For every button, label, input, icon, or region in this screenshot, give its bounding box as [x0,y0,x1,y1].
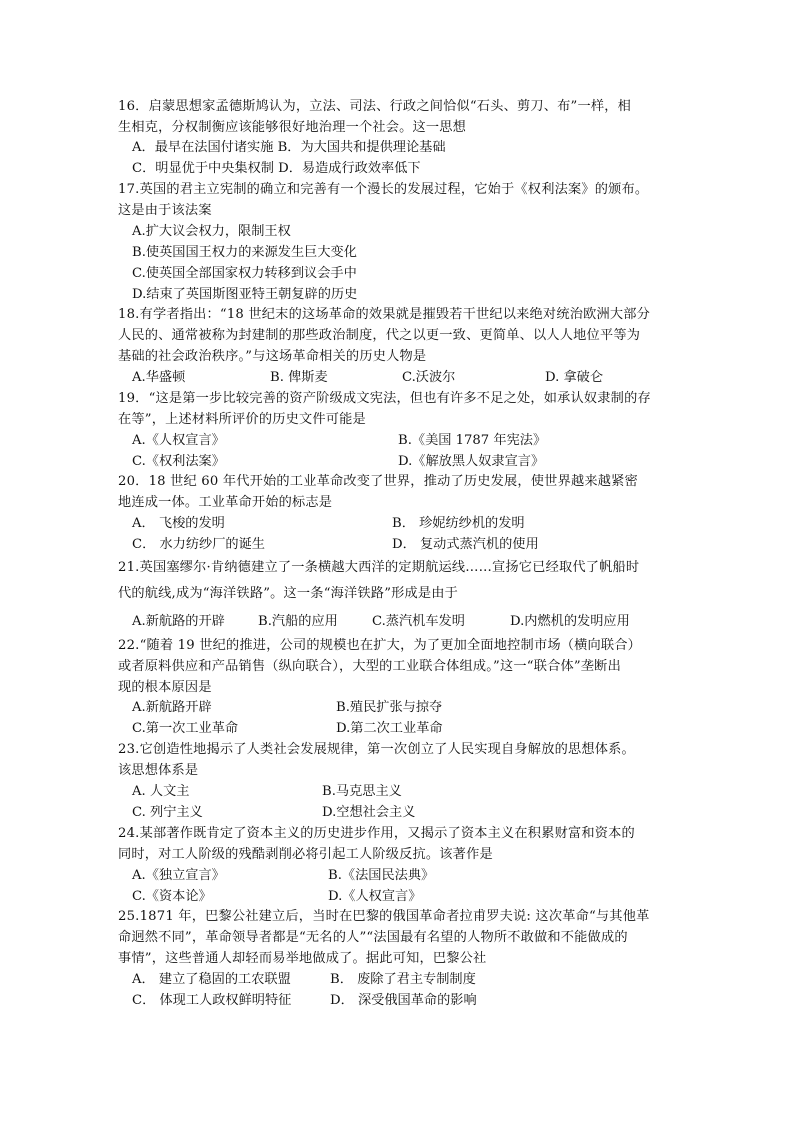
question-stem: 20．18 世纪 60 年代开始的工业革命改变了世界，推动了历史发展，使世界越来越紧密 [118,474,638,489]
option-cd: C．明显优于中央集权制 D．易造成行政效率低下 [132,161,421,176]
option-a: A.华盛顿 [132,370,186,385]
option-d: D.结束了英国斯图亚特王朝复辟的历史 [132,287,358,302]
option-c: C.使英国全部国家权力转移到议会手中 [132,266,357,281]
option-b: B.使英国国王权力的来源发生巨大变化 [132,245,357,260]
option-a: A.扩大议会权力，限制王权 [132,224,291,239]
option-d: D.空想社会主义 [322,805,416,820]
option-d: D.《解放黑人奴隶宣言》 [398,454,545,469]
question-stem: 事情”，这些普通人却轻而易举地做成了。据此可知，巴黎公社 [118,951,487,966]
option-b: B． 珍妮纺纱机的发明 [392,516,525,531]
question-stem: 17.英国的君主立宪制的确立和完善有一个漫长的发展过程，它始于《权利法案》的颁布。 [118,182,649,197]
question-stem: 人民的、通常被称为封建制的那些政治制度，代之以更一致、更简单、以人人地位平等为 [118,328,641,343]
option-a: A． 飞梭的发明 [132,516,225,531]
option-d: D. 拿破仑 [545,370,604,385]
question-stem: 25.1871 年，巴黎公社建立后，当时在巴黎的俄国革命者拉甫罗夫说: 这次革命“与其他革 [118,909,650,924]
question-stem: 生相克，分权制衡应该能够很好地治理一个社会。这一思想 [118,120,467,135]
question-stem: 16．启蒙思想家孟德斯鸠认为，立法、司法、行政之间恰似“石头、剪刀、布”一样，相 [118,99,632,114]
question-stem: 24.某部著作既肯定了资本主义的历史进步作用，又揭示了资本主义在积累财富和资本的 [118,826,635,841]
option-a: A.新航路开辟 [132,700,212,715]
option-b: B.《法国民法典》 [328,868,435,883]
question-stem: 23.它创造性地揭示了人类社会发展规律，第一次创立了人民实现自身解放的思想体系。 [118,742,635,757]
option-b: B.殖民扩张与掠夺 [336,700,443,715]
option-b: B. 俾斯麦 [270,370,328,385]
option-b: B． 废除了君主专制制度 [330,972,476,987]
question-stem: 19．“这是第一步比较完善的资产阶级成文宪法，但也有许多不足之处，如承认奴隶制的存 [118,391,651,406]
question-stem: 基础的社会政治秩序。”与这场革命相关的历史人物是 [118,349,427,364]
option-b: B.汽船的应用 [258,614,338,629]
question-stem: 现的根本原因是 [118,680,212,695]
option-d: D.《人权宣言》 [328,889,422,904]
question-stem: 代的航线,成为“海洋铁路”。这一条“海洋铁路”形成是由于 [118,586,459,601]
question-stem: 21.英国塞缪尔·肯纳德建立了一条横越大西洋的定期航运线……宣扬它已经取代了帆船时 [118,560,640,575]
option-d: D.第二次工业革命 [336,721,443,736]
option-d: D． 深受俄国革命的影响 [330,993,477,1008]
option-a: A． 建立了稳固的工农联盟 [132,972,291,987]
question-stem: 同时，对工人阶级的残酷剥削必将引起工人阶级反抗。该著作是 [118,847,493,862]
option-a: A.新航路的开辟 [132,614,225,629]
option-d: D． 复动式蒸汽机的使用 [392,537,539,552]
question-stem: 18.有学者指出：“18 世纪末的这场革命的效果就是摧毁若干世纪以来绝对统治欧洲大部分 [118,307,651,322]
question-stem: 在等”，上述材料所评价的历史文件可能是 [118,412,366,427]
option-c: C. 列宁主义 [132,805,203,820]
question-stem: 这是由于该法案 [118,203,212,218]
question-stem: 地连成一体。工业革命开始的标志是 [118,495,333,510]
option-a: A.《人权宣言》 [132,433,225,448]
option-d: D.内燃机的发明应用 [510,614,630,629]
question-stem: 或者原料供应和产品销售（纵向联合），大型的工业联合体组成。”这一“联合体”垄断出 [118,659,621,674]
option-a: A.《独立宣言》 [132,868,225,883]
question-stem: 22.“随着 19 世纪的推进，公司的规模也在扩大，为了更加全面地控制市场（横向联合） [118,638,642,653]
option-c: C.《权利法案》 [132,454,225,469]
option-c: C.沃波尔 [402,370,456,385]
question-stem: 该思想体系是 [118,763,199,778]
option-b: B.马克思主义 [322,784,402,799]
option-b: B.《美国 1787 年宪法》 [398,433,547,448]
option-c: C.蒸汽机车发明 [372,614,465,629]
option-c: C． 体现工人政权鲜明特征 [132,993,292,1008]
option-a: A. 人文主 [132,784,190,799]
option-c: C． 水力纺纱厂的诞生 [132,537,265,552]
question-stem: 命迥然不同”，革命领导者都是“无名的人”“法国最有名望的人物所不敢做和不能做成的 [118,930,628,945]
option-ab: A．最早在法国付诸实施 B．为大国共和提供理论基础 [132,140,446,155]
option-c: C.《资本论》 [132,889,212,904]
option-c: C.第一次工业革命 [132,721,239,736]
